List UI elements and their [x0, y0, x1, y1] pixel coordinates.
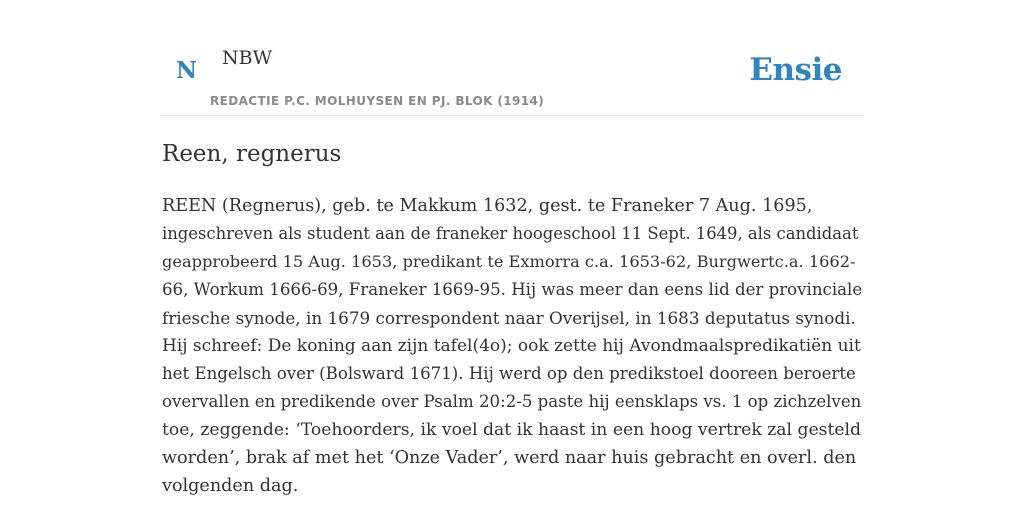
entry-body-line: worden’, brak af met het ‘Onze Vader’, werd naar huis gebracht en overl. den: [162, 448, 857, 468]
source-title[interactable]: NBW: [222, 47, 273, 69]
entry-body-line: toe, zeggende: ‘Toehoorders, ik voel dat ik haast in een hoog vertrek zal gesteld: [162, 420, 862, 440]
entry-body-line: friesche synode, in 1679 correspondent naar Overijsel, in 1683 deputatus synodi.: [162, 308, 856, 328]
entry-body-line: overvallen en predikende over Psalm 20:2-5 paste hij eensklaps vs. 1 op zichzelven: [162, 392, 862, 411]
entry-body-line: REEN (Regnerus), geb. te Makkum 1632, gest. te Franeker 7 Aug. 1695,: [162, 196, 813, 216]
entry-body: [162, 192, 862, 500]
header-divider: [162, 115, 862, 116]
entry-body-line: volgenden dag.: [162, 476, 299, 496]
page: [162, 0, 862, 512]
entry-title: Reen, regnerus: [162, 141, 342, 167]
entry-body-line: Hij schreef: De koning aan zijn tafel(4o); ook zette hij Avondmaalspredikatiën uit: [162, 336, 861, 356]
entry-body-line: ingeschreven als student aan de franeker hoogeschool 11 Sept. 1649, als candidaat: [162, 224, 859, 243]
entry-body-line: geapprobeerd 15 Aug. 1653, predikant te Exmorra c.a. 1653-62, Burgwertc.a. 1662-: [162, 252, 856, 271]
source-subtitle: REDACTIE P.C. MOLHUYSEN EN PJ. BLOK (1914): [210, 94, 545, 108]
brand-logo[interactable]: Ensie: [749, 52, 842, 88]
entry-body-line: 66, Workum 1666-69, Franeker 1669-95. Hij was meer dan eens lid der provinciale: [162, 280, 863, 299]
entry-body-line: het Engelsch over (Bolsward 1671). Hij werd op den predikstoel dooreen beroerte: [162, 364, 856, 383]
source-logo[interactable]: N: [176, 57, 198, 84]
